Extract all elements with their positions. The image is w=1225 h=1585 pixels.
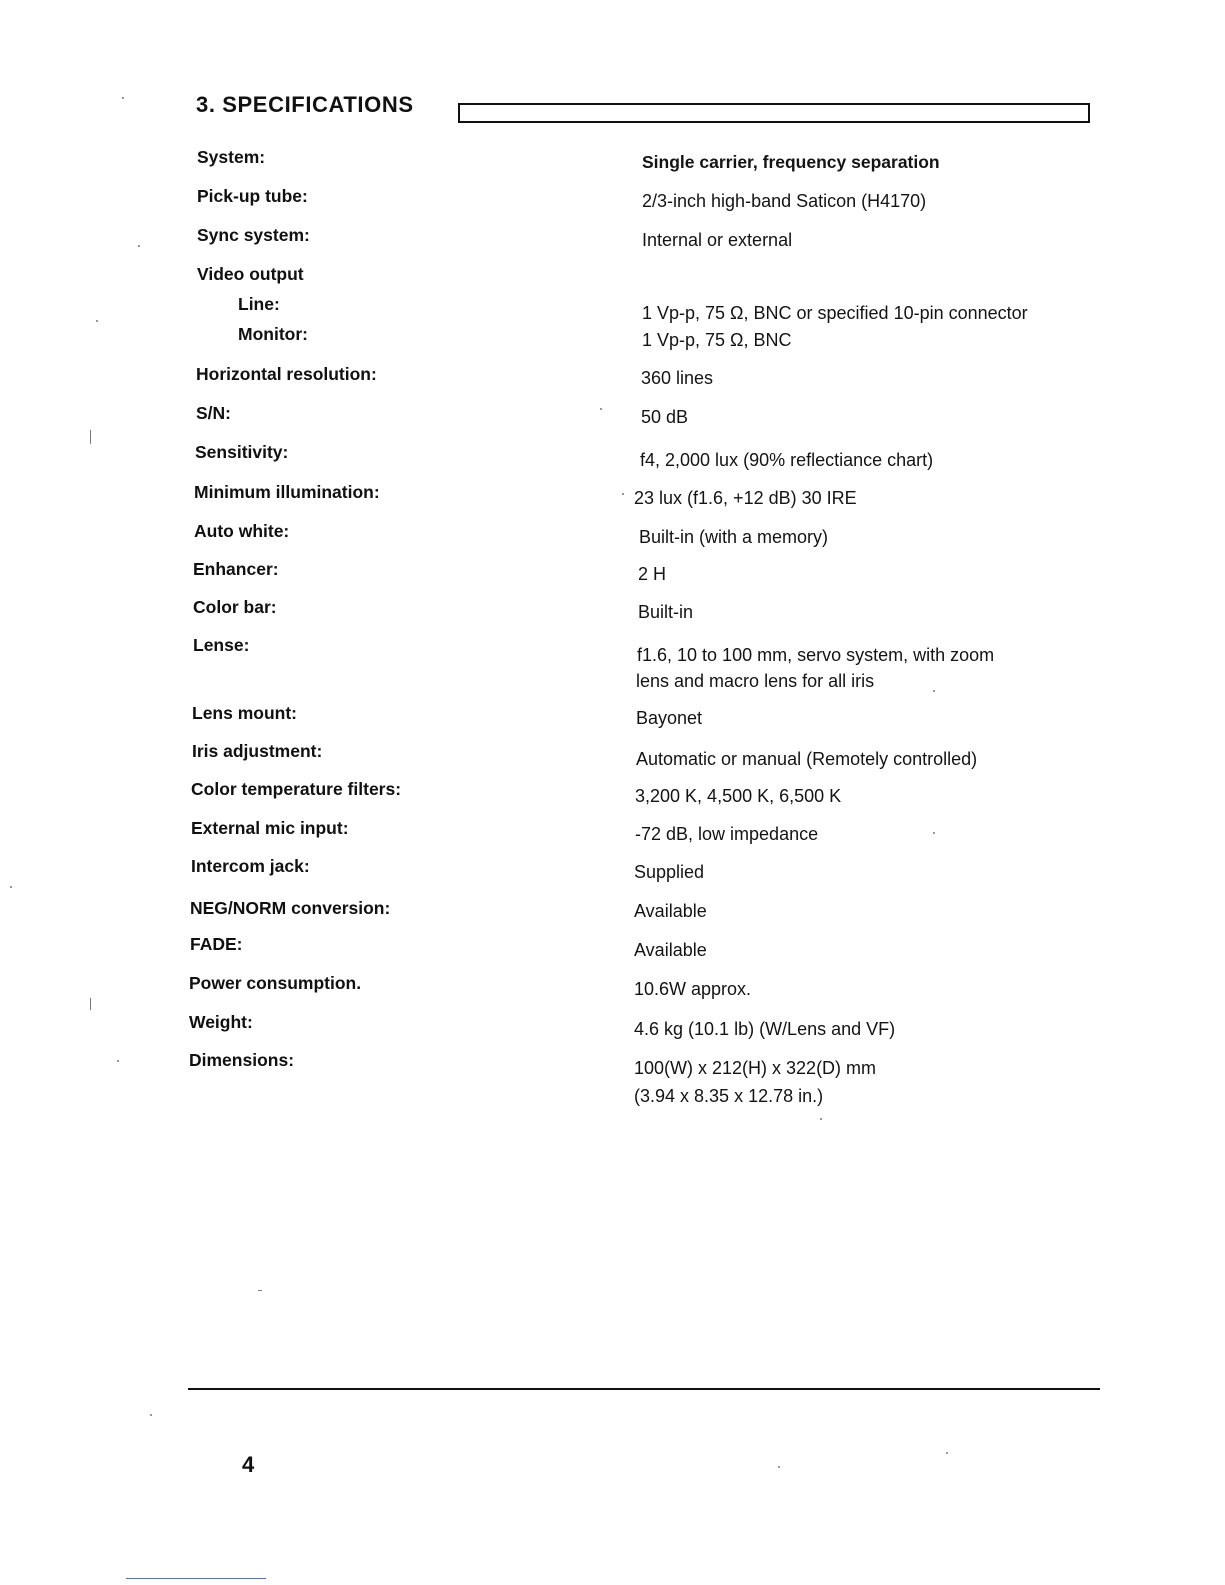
spec-label: Lens mount: [192, 703, 297, 723]
scan-speck [933, 832, 935, 834]
bottom-edge-line [126, 1578, 266, 1579]
spec-value: 1 Vp-p, 75 Ω, BNC [642, 330, 792, 350]
spec-label: Sensitivity: [195, 442, 289, 462]
spec-label: Monitor: [238, 324, 308, 344]
scan-speck [150, 1414, 152, 1416]
spec-value: -72 dB, low impedance [635, 824, 819, 844]
spec-value: Automatic or manual (Remotely controlled) [636, 749, 978, 769]
spec-label: Color temperature filters: [191, 779, 402, 799]
scan-speck [946, 1452, 948, 1454]
spec-value: 2/3-inch high-band Saticon (H4170) [642, 191, 927, 211]
spec-label: Color bar: [193, 597, 277, 617]
scan-speck [122, 97, 124, 99]
spec-value: 10.6W approx. [634, 979, 752, 999]
spec-value: Bayonet [636, 708, 703, 728]
scan-speck [778, 1466, 780, 1468]
footer-rule [188, 1388, 1100, 1390]
scan-speck [820, 1118, 822, 1120]
spec-value: 4.6 kg (10.1 lb) (W/Lens and VF) [634, 1019, 896, 1039]
scan-speck [600, 408, 602, 410]
spec-label: Intercom jack: [191, 856, 310, 876]
scan-speck [258, 1290, 262, 1291]
spec-label: Auto white: [194, 521, 290, 541]
scan-speck [117, 1060, 119, 1062]
spec-value: 23 lux (f1.6, +12 dB) 30 IRE [634, 488, 857, 508]
spec-label: Line: [238, 294, 280, 314]
spec-value: 1 Vp-p, 75 Ω, BNC or specified 10-pin connector [642, 303, 1028, 323]
spec-label: Dimensions: [189, 1050, 295, 1070]
spec-value: Supplied [634, 862, 705, 882]
spec-value: 50 dB [641, 407, 689, 427]
spec-value: f4, 2,000 lux (90% reflectiance chart) [640, 450, 934, 470]
spec-value: Available [634, 901, 707, 921]
spec-value-continued: (3.94 x 8.35 x 12.78 in.) [634, 1086, 824, 1106]
spec-label: Enhancer: [193, 559, 279, 579]
spec-label: System: [197, 147, 266, 167]
scan-speck [622, 493, 624, 495]
scan-speck [10, 886, 12, 888]
scan-speck [933, 690, 935, 692]
spec-value: 100(W) x 212(H) x 322(D) mm [634, 1058, 877, 1078]
spec-label: Iris adjustment: [192, 741, 323, 761]
spec-value: Built-in (with a memory) [639, 527, 829, 547]
scan-speck [96, 320, 98, 322]
page-number: 4 [242, 1452, 255, 1477]
spec-value: Built-in [638, 602, 694, 622]
scan-speck [90, 998, 91, 1010]
spec-label: Power consumption. [189, 973, 362, 993]
spec-value: 3,200 K, 4,500 K, 6,500 K [635, 786, 842, 806]
spec-label: Video output [197, 264, 304, 284]
spec-label: Sync system: [197, 225, 310, 245]
scan-speck [90, 430, 91, 444]
section-title: 3. SPECIFICATIONS [196, 92, 414, 117]
spec-label: Weight: [189, 1012, 253, 1032]
spec-label: FADE: [190, 934, 243, 954]
spec-value: 360 lines [641, 368, 714, 388]
spec-value: Single carrier, frequency separation [642, 152, 940, 172]
spec-label: Lense: [193, 635, 250, 655]
spec-label: External mic input: [191, 818, 349, 838]
spec-value: Internal or external [642, 230, 793, 250]
spec-value-continued: lens and macro lens for all iris [636, 671, 875, 691]
spec-label: NEG/NORM conversion: [190, 898, 391, 918]
spec-value: 2 H [638, 564, 667, 584]
spec-label: Pick-up tube: [197, 186, 308, 206]
spec-label: Horizontal resolution: [196, 364, 377, 384]
spec-value: Available [634, 940, 707, 960]
spec-value: f1.6, 10 to 100 mm, servo system, with zoom [637, 645, 995, 665]
spec-label: S/N: [196, 403, 231, 423]
spec-label: Minimum illumination: [194, 482, 380, 502]
scan-speck [138, 245, 140, 247]
